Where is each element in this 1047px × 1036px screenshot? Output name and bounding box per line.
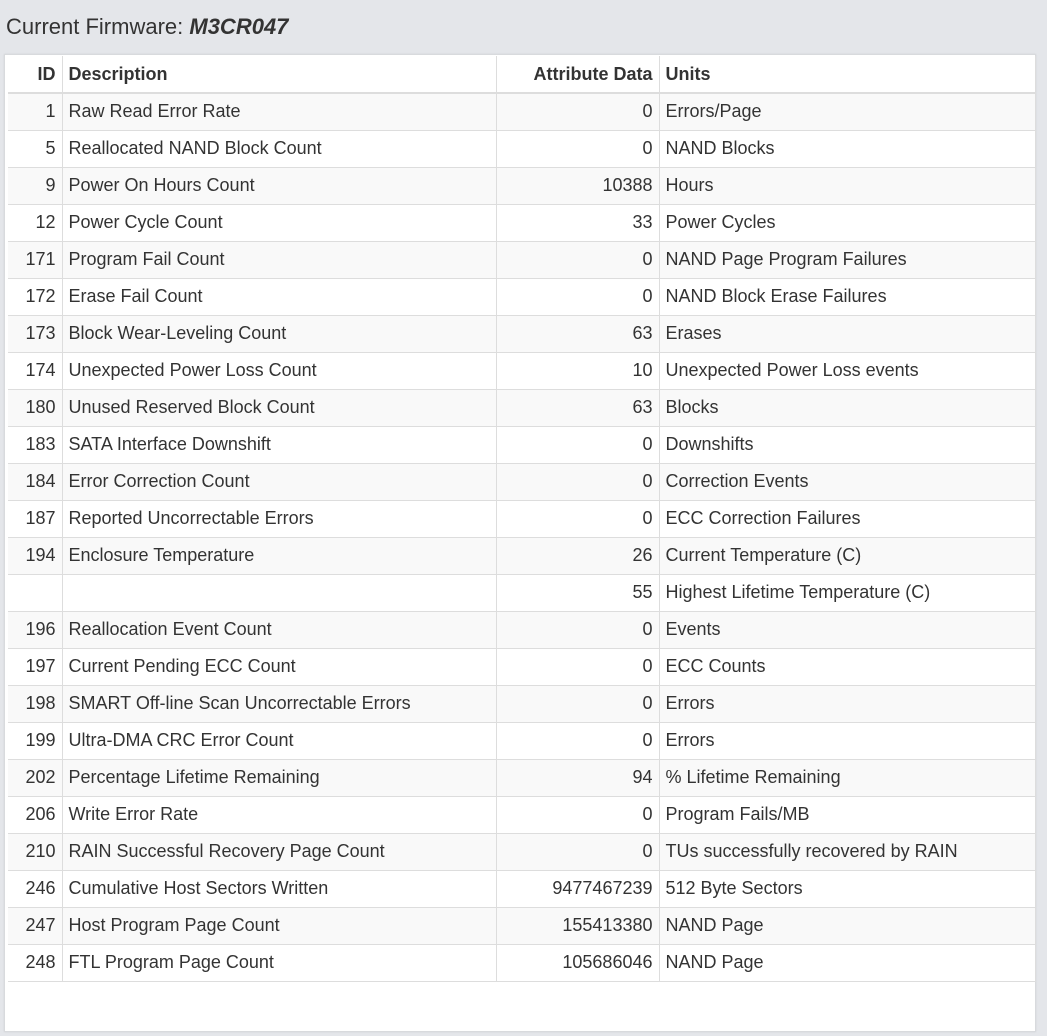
- table-row: [8, 500, 1035, 537]
- smart-attributes-table: [8, 56, 1036, 982]
- cell-units: Errors/Page: [659, 93, 1035, 130]
- cell-description: Erase Fail Count: [62, 278, 496, 315]
- table-row: [8, 389, 1035, 426]
- table-row: [8, 574, 1035, 611]
- smart-attributes-panel: [4, 54, 1036, 1032]
- cell-description: Block Wear-Leveling Count: [62, 315, 496, 352]
- cell-id: 174: [8, 352, 62, 389]
- cell-units: Erases: [659, 315, 1035, 352]
- cell-description: Power Cycle Count: [62, 204, 496, 241]
- cell-attribute-data: 0: [496, 426, 659, 463]
- table-row: [8, 759, 1035, 796]
- cell-attribute-data: 33: [496, 204, 659, 241]
- cell-id: 206: [8, 796, 62, 833]
- cell-attribute-data: 9477467239: [496, 870, 659, 907]
- table-row: [8, 796, 1035, 833]
- cell-id: 198: [8, 685, 62, 722]
- cell-attribute-data: 0: [496, 278, 659, 315]
- cell-units: Events: [659, 611, 1035, 648]
- cell-description: SATA Interface Downshift: [62, 426, 496, 463]
- cell-units: % Lifetime Remaining: [659, 759, 1035, 796]
- cell-units: Hours: [659, 167, 1035, 204]
- table-row: [8, 537, 1035, 574]
- table-row: [8, 315, 1035, 352]
- cell-description: Cumulative Host Sectors Written: [62, 870, 496, 907]
- cell-attribute-data: 94: [496, 759, 659, 796]
- cell-description: [62, 574, 496, 611]
- cell-id: 9: [8, 167, 62, 204]
- table-body: [8, 93, 1035, 981]
- table-row: [8, 426, 1035, 463]
- cell-attribute-data: 63: [496, 389, 659, 426]
- header-attribute-data[interactable]: Attribute Data: [496, 56, 659, 93]
- table-row: [8, 833, 1035, 870]
- cell-description: Unexpected Power Loss Count: [62, 352, 496, 389]
- cell-id: 187: [8, 500, 62, 537]
- table-row: [8, 648, 1035, 685]
- header-description[interactable]: Description: [62, 56, 496, 93]
- cell-attribute-data: 0: [496, 611, 659, 648]
- cell-attribute-data: 26: [496, 537, 659, 574]
- cell-units: Power Cycles: [659, 204, 1035, 241]
- cell-description: Host Program Page Count: [62, 907, 496, 944]
- table-row: [8, 463, 1035, 500]
- table-row: [8, 93, 1035, 130]
- table-row: [8, 685, 1035, 722]
- cell-attribute-data: 0: [496, 93, 659, 130]
- cell-attribute-data: 155413380: [496, 907, 659, 944]
- table-row: [8, 278, 1035, 315]
- table-row: [8, 722, 1035, 759]
- cell-units: NAND Page: [659, 944, 1035, 981]
- cell-id: 1: [8, 93, 62, 130]
- cell-id: 172: [8, 278, 62, 315]
- cell-id: 246: [8, 870, 62, 907]
- cell-units: Blocks: [659, 389, 1035, 426]
- cell-units: NAND Blocks: [659, 130, 1035, 167]
- cell-id: 171: [8, 241, 62, 278]
- cell-description: Current Pending ECC Count: [62, 648, 496, 685]
- cell-units: NAND Block Erase Failures: [659, 278, 1035, 315]
- cell-id: 183: [8, 426, 62, 463]
- cell-attribute-data: 0: [496, 463, 659, 500]
- cell-description: Power On Hours Count: [62, 167, 496, 204]
- cell-attribute-data: 0: [496, 796, 659, 833]
- header-id[interactable]: ID: [8, 56, 62, 93]
- cell-id: 197: [8, 648, 62, 685]
- cell-units: 512 Byte Sectors: [659, 870, 1035, 907]
- table-header-row: [8, 56, 1035, 93]
- cell-id: 202: [8, 759, 62, 796]
- cell-id: 210: [8, 833, 62, 870]
- cell-units: Errors: [659, 685, 1035, 722]
- table-row: [8, 352, 1035, 389]
- cell-id: 5: [8, 130, 62, 167]
- cell-units: Errors: [659, 722, 1035, 759]
- table-row: [8, 130, 1035, 167]
- cell-units: Current Temperature (C): [659, 537, 1035, 574]
- cell-id: 194: [8, 537, 62, 574]
- table-row: [8, 870, 1035, 907]
- cell-attribute-data: 0: [496, 130, 659, 167]
- cell-units: TUs successfully recovered by RAIN: [659, 833, 1035, 870]
- cell-attribute-data: 0: [496, 685, 659, 722]
- firmware-version: M3CR047: [189, 14, 289, 39]
- cell-units: Downshifts: [659, 426, 1035, 463]
- cell-attribute-data: 10: [496, 352, 659, 389]
- header-units[interactable]: Units: [659, 56, 1035, 93]
- cell-description: Raw Read Error Rate: [62, 93, 496, 130]
- cell-id: [8, 574, 62, 611]
- cell-units: Correction Events: [659, 463, 1035, 500]
- cell-units: ECC Correction Failures: [659, 500, 1035, 537]
- cell-units: Program Fails/MB: [659, 796, 1035, 833]
- cell-description: Unused Reserved Block Count: [62, 389, 496, 426]
- cell-id: 199: [8, 722, 62, 759]
- cell-attribute-data: 0: [496, 833, 659, 870]
- table-row: [8, 204, 1035, 241]
- cell-description: Percentage Lifetime Remaining: [62, 759, 496, 796]
- cell-attribute-data: 0: [496, 648, 659, 685]
- cell-description: Reallocated NAND Block Count: [62, 130, 496, 167]
- table-row: [8, 241, 1035, 278]
- table-row: [8, 167, 1035, 204]
- cell-units: Unexpected Power Loss events: [659, 352, 1035, 389]
- cell-description: Reallocation Event Count: [62, 611, 496, 648]
- cell-id: 173: [8, 315, 62, 352]
- firmware-label: Current Firmware:: [6, 14, 184, 39]
- cell-description: Error Correction Count: [62, 463, 496, 500]
- cell-attribute-data: 55: [496, 574, 659, 611]
- cell-id: 247: [8, 907, 62, 944]
- firmware-header: [6, 14, 288, 40]
- cell-id: 184: [8, 463, 62, 500]
- cell-attribute-data: 0: [496, 241, 659, 278]
- cell-attribute-data: 63: [496, 315, 659, 352]
- cell-attribute-data: 10388: [496, 167, 659, 204]
- cell-description: SMART Off-line Scan Uncorrectable Errors: [62, 685, 496, 722]
- cell-description: FTL Program Page Count: [62, 944, 496, 981]
- cell-units: ECC Counts: [659, 648, 1035, 685]
- cell-id: 196: [8, 611, 62, 648]
- cell-description: Enclosure Temperature: [62, 537, 496, 574]
- cell-attribute-data: 0: [496, 722, 659, 759]
- cell-description: Ultra-DMA CRC Error Count: [62, 722, 496, 759]
- cell-id: 248: [8, 944, 62, 981]
- table-row: [8, 611, 1035, 648]
- cell-id: 180: [8, 389, 62, 426]
- cell-attribute-data: 105686046: [496, 944, 659, 981]
- table-row: [8, 944, 1035, 981]
- cell-attribute-data: 0: [496, 500, 659, 537]
- cell-description: Write Error Rate: [62, 796, 496, 833]
- cell-description: Reported Uncorrectable Errors: [62, 500, 496, 537]
- cell-description: RAIN Successful Recovery Page Count: [62, 833, 496, 870]
- table-row: [8, 907, 1035, 944]
- cell-id: 12: [8, 204, 62, 241]
- cell-description: Program Fail Count: [62, 241, 496, 278]
- cell-units: NAND Page: [659, 907, 1035, 944]
- cell-units: NAND Page Program Failures: [659, 241, 1035, 278]
- cell-units: Highest Lifetime Temperature (C): [659, 574, 1035, 611]
